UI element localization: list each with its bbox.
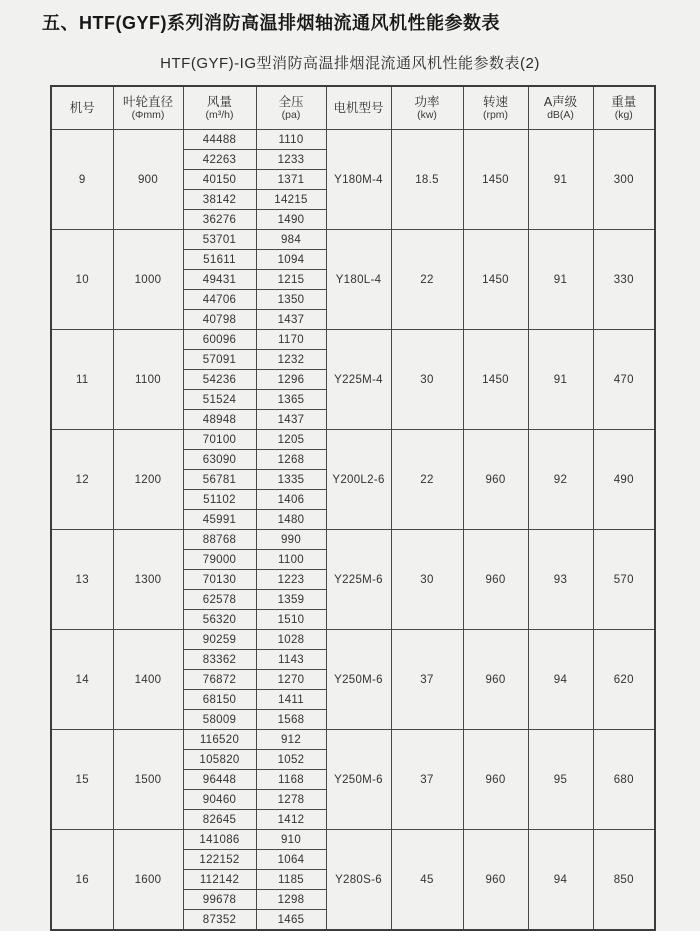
pressure-cell: 910 [256,830,326,850]
speed-cell: 960 [463,430,528,530]
air-flow-cell: 44706 [183,290,256,310]
header-label: 转速 [482,94,508,109]
pressure-cell: 1406 [256,490,326,510]
air-flow-cell: 99678 [183,890,256,910]
air-flow-cell: 82645 [183,810,256,830]
fan-no-cell: 11 [51,330,113,430]
air-flow-cell: 53701 [183,230,256,250]
air-flow-cell: 141086 [183,830,256,850]
weight-cell: 330 [593,230,655,330]
speed-cell: 1450 [463,130,528,230]
noise-level-cell: 92 [528,430,593,530]
air-flow-cell: 45991 [183,510,256,530]
header-row [51,86,655,130]
header-label: 风量 [206,94,232,109]
noise-level-cell: 93 [528,530,593,630]
pressure-cell: 1028 [256,630,326,650]
pressure-cell: 1350 [256,290,326,310]
air-flow-cell: 51524 [183,390,256,410]
pressure-cell: 1268 [256,450,326,470]
air-flow-cell: 90460 [183,790,256,810]
table-row [51,730,655,750]
air-flow-cell: 40150 [183,170,256,190]
table-row [51,530,655,550]
noise-level-cell: 91 [528,330,593,430]
air-flow-cell: 70130 [183,570,256,590]
air-flow-cell: 40798 [183,310,256,330]
pressure-cell: 1170 [256,330,326,350]
speed-cell: 960 [463,530,528,630]
fan-no-cell: 10 [51,230,113,330]
header-unit: (pa) [281,109,301,122]
air-flow-cell: 48948 [183,410,256,430]
air-flow-cell: 88768 [183,530,256,550]
pressure-cell: 1185 [256,870,326,890]
header-motor-model [326,86,391,130]
impeller-diameter-cell: 1500 [113,730,183,830]
air-flow-cell: 36276 [183,210,256,230]
header-noise-level [528,86,593,130]
header-impeller-diameter [113,86,183,130]
pressure-cell: 1100 [256,550,326,570]
air-flow-cell: 60096 [183,330,256,350]
pressure-cell: 1215 [256,270,326,290]
table-row [51,130,655,150]
weight-cell: 490 [593,430,655,530]
header-unit: (kg) [614,109,633,122]
noise-level-cell: 91 [528,130,593,230]
weight-cell: 620 [593,630,655,730]
speed-cell: 960 [463,630,528,730]
weight-cell: 470 [593,330,655,430]
table-row [51,430,655,450]
noise-level-cell: 94 [528,630,593,730]
header-label: 功率 [414,94,440,109]
weight-cell: 570 [593,530,655,630]
speed-cell: 1450 [463,330,528,430]
header-fan-no [51,86,113,130]
air-flow-cell: 62578 [183,590,256,610]
pressure-cell: 1052 [256,750,326,770]
header-power [391,86,463,130]
header-weight [593,86,655,130]
power-cell: 45 [391,830,463,931]
power-cell: 37 [391,630,463,730]
header-unit: (kw) [417,109,437,122]
document-page [0,9,700,926]
air-flow-cell: 116520 [183,730,256,750]
speed-cell: 1450 [463,230,528,330]
table-row [51,330,655,350]
air-flow-cell: 57091 [183,350,256,370]
header-label: 电机型号 [333,100,384,115]
power-cell: 30 [391,330,463,430]
pressure-cell: 1143 [256,650,326,670]
fan-no-cell: 15 [51,730,113,830]
pressure-cell: 1232 [256,350,326,370]
pressure-cell: 1359 [256,590,326,610]
power-cell: 30 [391,530,463,630]
pressure-cell: 1064 [256,850,326,870]
power-cell: 22 [391,230,463,330]
motor-model-cell: Y200L2-6 [326,430,391,530]
air-flow-cell: 42263 [183,150,256,170]
pressure-cell: 1465 [256,910,326,931]
pressure-cell: 1412 [256,810,326,830]
impeller-diameter-cell: 1600 [113,830,183,931]
pressure-cell: 1110 [256,130,326,150]
pressure-cell: 1168 [256,770,326,790]
air-flow-cell: 51611 [183,250,256,270]
pressure-cell: 1094 [256,250,326,270]
impeller-diameter-cell: 1400 [113,630,183,730]
air-flow-cell: 112142 [183,870,256,890]
header-unit: dB(A) [547,109,574,122]
air-flow-cell: 58009 [183,710,256,730]
motor-model-cell: Y180M-4 [326,130,391,230]
air-flow-cell: 38142 [183,190,256,210]
pressure-cell: 912 [256,730,326,750]
air-flow-cell: 56781 [183,470,256,490]
pressure-cell: 1233 [256,150,326,170]
impeller-diameter-cell: 1200 [113,430,183,530]
pressure-cell: 1371 [256,170,326,190]
pressure-cell: 1490 [256,210,326,230]
air-flow-cell: 122152 [183,850,256,870]
motor-model-cell: Y225M-4 [326,330,391,430]
motor-model-cell: Y280S-6 [326,830,391,931]
pressure-cell: 1437 [256,310,326,330]
pressure-cell: 1270 [256,670,326,690]
pressure-cell: 1568 [256,710,326,730]
pressure-cell: 984 [256,230,326,250]
header-air-flow [183,86,256,130]
fan-no-cell: 16 [51,830,113,931]
pressure-cell: 1296 [256,370,326,390]
pressure-cell: 1437 [256,410,326,430]
motor-model-cell: Y180L-4 [326,230,391,330]
table-row [51,830,655,850]
air-flow-cell: 68150 [183,690,256,710]
header-label: 全压 [278,94,304,109]
air-flow-cell: 51102 [183,490,256,510]
fan-parameters-table [50,85,656,931]
speed-cell: 960 [463,730,528,830]
air-flow-cell: 54236 [183,370,256,390]
air-flow-cell: 76872 [183,670,256,690]
pressure-cell: 1411 [256,690,326,710]
impeller-diameter-cell: 1300 [113,530,183,630]
air-flow-cell: 90259 [183,630,256,650]
power-cell: 37 [391,730,463,830]
motor-model-cell: Y250M-6 [326,730,391,830]
air-flow-cell: 87352 [183,910,256,931]
header-label: 重量 [611,94,637,109]
pressure-cell: 1480 [256,510,326,530]
pressure-cell: 1298 [256,890,326,910]
header-label: 机号 [69,100,95,115]
fan-no-cell: 9 [51,130,113,230]
table-row [51,230,655,250]
motor-model-cell: Y225M-6 [326,530,391,630]
weight-cell: 850 [593,830,655,931]
noise-level-cell: 91 [528,230,593,330]
pressure-cell: 1335 [256,470,326,490]
pressure-cell: 990 [256,530,326,550]
pressure-cell: 1205 [256,430,326,450]
air-flow-cell: 63090 [183,450,256,470]
air-flow-cell: 79000 [183,550,256,570]
weight-cell: 680 [593,730,655,830]
pressure-cell: 1510 [256,610,326,630]
pressure-cell: 1223 [256,570,326,590]
air-flow-cell: 49431 [183,270,256,290]
air-flow-cell: 44488 [183,130,256,150]
header-total-pressure [256,86,326,130]
power-cell: 18.5 [391,130,463,230]
weight-cell: 300 [593,130,655,230]
fan-no-cell: 14 [51,630,113,730]
air-flow-cell: 83362 [183,650,256,670]
impeller-diameter-cell: 900 [113,130,183,230]
header-unit: (Φmm) [131,109,165,122]
header-label: A声级 [543,94,578,109]
pressure-cell: 14215 [256,190,326,210]
noise-level-cell: 94 [528,830,593,931]
table-header [51,86,655,130]
page-title: 五、HTF(GYF)系列消防高温排烟轴流通风机性能参数表 [42,13,500,33]
pressure-cell: 1278 [256,790,326,810]
header-label: 叶轮直径 [122,94,173,109]
header-unit: (m³/h) [205,109,234,122]
air-flow-cell: 56320 [183,610,256,630]
motor-model-cell: Y250M-6 [326,630,391,730]
header-speed [463,86,528,130]
table-subtitle: HTF(GYF)-IG型消防高温排烟混流通风机性能参数表(2) [160,55,540,72]
impeller-diameter-cell: 1000 [113,230,183,330]
table-row [51,630,655,650]
air-flow-cell: 70100 [183,430,256,450]
speed-cell: 960 [463,830,528,931]
fan-no-cell: 12 [51,430,113,530]
air-flow-cell: 96448 [183,770,256,790]
pressure-cell: 1365 [256,390,326,410]
fan-no-cell: 13 [51,530,113,630]
noise-level-cell: 95 [528,730,593,830]
power-cell: 22 [391,430,463,530]
air-flow-cell: 105820 [183,750,256,770]
impeller-diameter-cell: 1100 [113,330,183,430]
header-unit: (rpm) [482,109,509,122]
table-body [51,130,655,931]
